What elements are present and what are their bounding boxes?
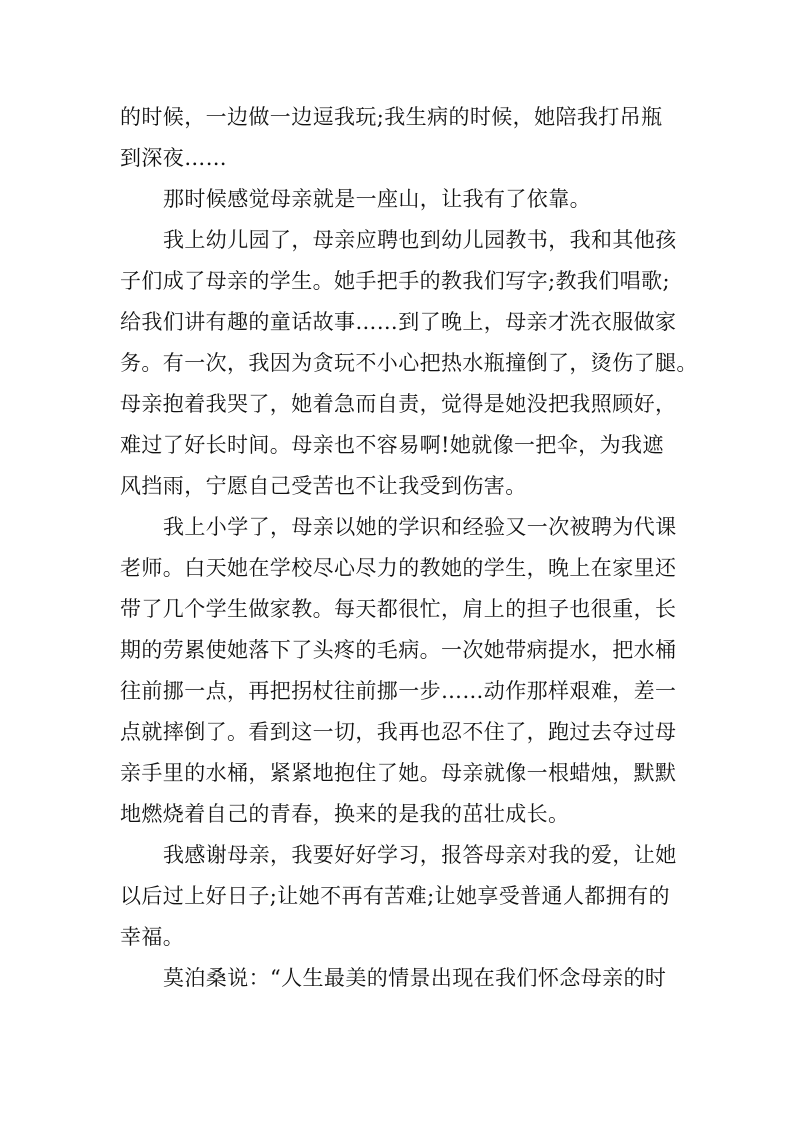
text-line: 难过了好长时间。母亲也不容易啊!她就像一把伞，为我遮 — [120, 433, 664, 457]
paragraph-start: 我感谢母亲，我要好好学习，报答母亲对我的爱，让她 — [163, 843, 677, 867]
text-line: 到深夜…… — [120, 146, 227, 170]
text-line: 点就摔倒了。看到这一切，我再也忍不住了，跑过去夺过母 — [120, 720, 677, 744]
text-line: 风挡雨，宁愿自己受苦也不让我受到伤害。 — [120, 474, 527, 498]
paragraph-start: 那时候感觉母亲就是一座山，让我有了依靠。 — [163, 187, 591, 211]
paragraph-start: 莫泊桑说：“人生最美的情景出现在我们怀念母亲的时 — [163, 966, 667, 990]
text-line: 母亲抱着我哭了，她着急而自责，觉得是她没把我照顾好， — [120, 392, 677, 416]
text-line: 往前挪一点，再把拐杖往前挪一步……动作那样艰难，差一 — [120, 679, 677, 703]
text-line: 务。有一次，我因为贪玩不小心把热水瓶撞倒了，烫伤了腿。 — [120, 351, 698, 375]
text-line: 子们成了母亲的学生。她手把手的教我们写字;教我们唱歌; — [120, 269, 670, 293]
text-line: 亲手里的水桶，紧紧地抱住了她。母亲就像一根蜡烛，默默 — [120, 761, 677, 785]
text-line: 给我们讲有趣的童话故事……到了晚上，母亲才洗衣服做家 — [120, 310, 677, 334]
text-line: 期的劳累使她落下了头疼的毛病。一次她带病提水，把水桶 — [120, 638, 677, 662]
text-line: 以后过上好日子;让她不再有苦难;让她享受普通人都拥有的 — [120, 884, 670, 908]
text-line: 地燃烧着自己的青春，换来的是我的茁壮成长。 — [120, 802, 570, 826]
text-line: 的时候，一边做一边逗我玩;我生病的时候，她陪我打吊瓶 — [120, 105, 663, 129]
text-line: 带了几个学生做家教。每天都很忙，肩上的担子也很重，长 — [120, 597, 677, 621]
paragraph-start: 我上幼儿园了，母亲应聘也到幼儿园教书，我和其他孩 — [163, 228, 677, 252]
text-line: 老师。白天她在学校尽心尽力的教她的学生，晚上在家里还 — [120, 556, 677, 580]
paragraph-start: 我上小学了，母亲以她的学识和经验又一次被聘为代课 — [163, 515, 677, 539]
text-line: 幸福。 — [120, 925, 185, 949]
